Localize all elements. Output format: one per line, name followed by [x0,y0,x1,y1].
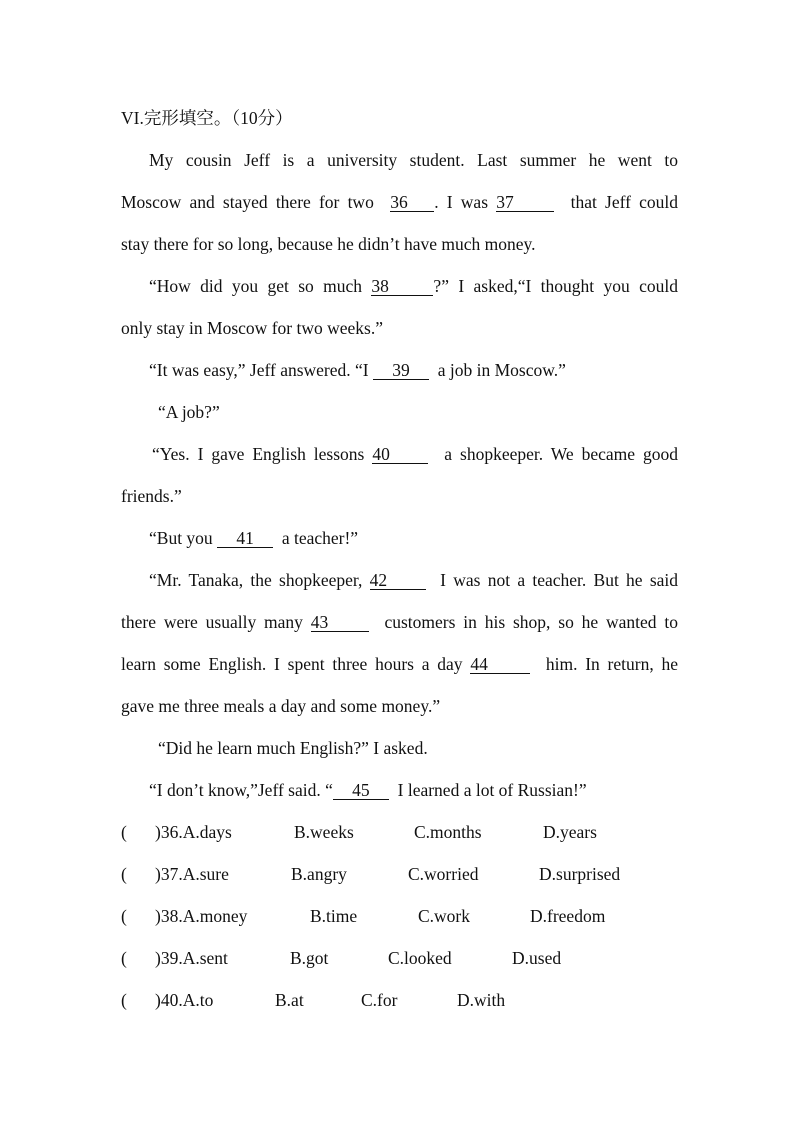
blank-38: 38 [371,278,433,296]
question-number-option-a: )36.A.days [155,822,232,842]
passage-p1-line2: Moscow and stayed there for two 36 . I was 37 that Jeff could [121,192,679,212]
option-d: D.surprised [539,864,621,884]
blank-39: 39 [373,362,429,380]
question-38 [0,905,800,927]
blank-43: 43 [311,614,369,632]
blank-42: 42 [370,572,426,590]
question-36 [0,821,800,843]
answer-paren: ( [121,990,127,1010]
passage-p2-line1: “How did you get so much 38 ?” I asked,“I thought you could [149,276,679,296]
option-b: B.time [310,906,358,926]
blank-45: 45 [333,782,389,800]
option-b: B.got [290,948,329,968]
passage-p2-line2: only stay in Moscow for two weeks.” [121,318,383,338]
passage-p9: “I don’t know,”Jeff said. “ 45 I learned a lot of Russian!” [149,780,587,800]
blank-44: 44 [470,656,530,674]
option-c: C.work [418,906,471,926]
passage-p7-line4: gave me three meals a day and some money.” [121,696,441,716]
question-37 [0,863,800,885]
answer-paren: ( [121,864,127,884]
question-number-option-a: )40.A.to [155,990,214,1010]
question-number-option-a: )38.A.money [155,906,248,926]
question-number-option-a: )37.A.sure [155,864,229,884]
option-c: C.looked [388,948,452,968]
passage-p4: “A job?” [158,402,220,422]
option-d: D.freedom [530,906,606,926]
passage-p3: “It was easy,” Jeff answered. “I 39 a job in Moscow.” [149,360,566,380]
passage-p5-line2: friends.” [121,486,182,506]
section-title: VI.完形填空。（10分） [121,108,293,128]
blank-36: 36 [390,194,434,212]
option-d: D.used [512,948,562,968]
question-number-option-a: )39.A.sent [155,948,228,968]
option-b: B.at [275,990,304,1010]
option-b: B.weeks [294,822,354,842]
passage-p7-line3: learn some English. I spent three hours a day 44 him. In return, he [121,654,678,674]
answer-paren: ( [121,906,127,926]
passage-p1-line1: My cousin Jeff is a university student. Last summer he went to [149,150,678,170]
blank-37: 37 [496,194,554,212]
option-d: D.with [457,990,506,1010]
option-c: C.worried [408,864,479,884]
passage-p6: “But you 41 a teacher!” [149,528,359,548]
blank-41: 41 [217,530,273,548]
option-c: C.for [361,990,398,1010]
passage-p1-line3: stay there for so long, because he didn’t have much money. [121,234,536,254]
option-d: D.years [543,822,597,842]
question-39 [0,947,800,969]
option-b: B.angry [291,864,347,884]
answer-paren: ( [121,822,127,842]
question-40 [0,989,800,1011]
passage-p7-line1: “Mr. Tanaka, the shopkeeper, 42 I was not a teacher. But he said [149,570,679,590]
passage-p8: “Did he learn much English?” I asked. [158,738,428,758]
passage-p5-line1: “Yes. I gave English lessons 40 a shopkeeper. We became good [152,444,679,464]
answer-paren: ( [121,948,127,968]
blank-40: 40 [372,446,428,464]
option-c: C.months [414,822,482,842]
passage-p7-line2: there were usually many 43 customers in his shop, so he wanted to [121,612,679,632]
